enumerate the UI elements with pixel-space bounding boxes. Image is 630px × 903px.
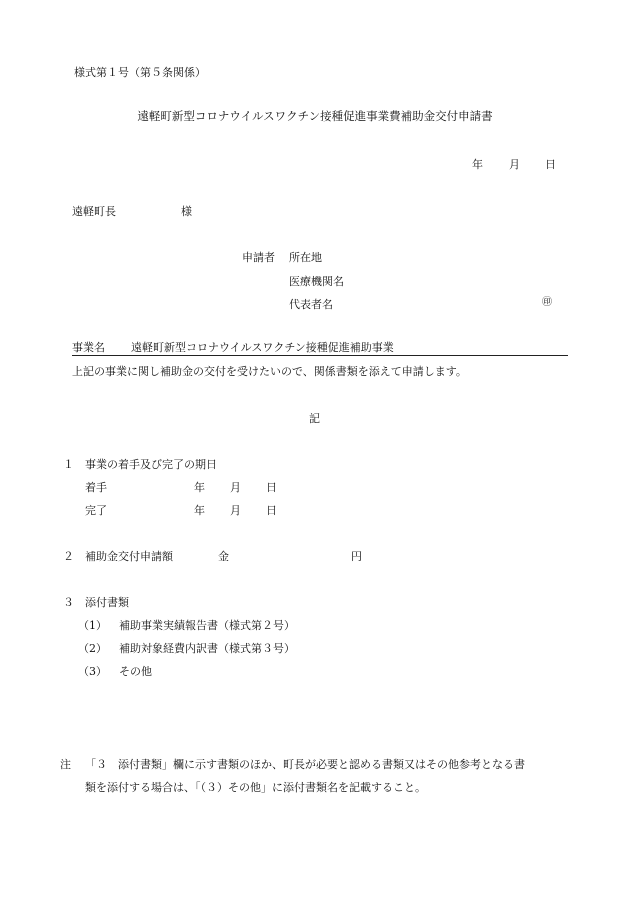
- project-name-label: 事業名: [72, 341, 105, 354]
- attachment-item-text: 補助事業実績報告書（様式第２号）: [119, 619, 295, 632]
- address-label: 所在地: [289, 251, 322, 264]
- completion-date-label: 完了: [85, 504, 107, 517]
- note-line-2: 類を添付する場合は、「（３）その他」に添付書類名を記載すること。: [85, 781, 426, 794]
- section-3-number: ３: [63, 596, 74, 609]
- completion-year-label: 年: [194, 504, 205, 517]
- amount-prefix: 金: [218, 550, 229, 563]
- completion-month-label: 月: [230, 504, 241, 517]
- document-title: 遠軽町新型コロナウイルスワクチン接種促進事業費補助金交付申請書: [137, 109, 493, 123]
- addressee-name: 遠軽町長: [72, 205, 116, 218]
- request-statement: 上記の事業に関し補助金の交付を受けたいので、関係書類を添えて申請します。: [72, 365, 467, 378]
- section-1-number: １: [63, 458, 74, 471]
- start-date-label: 着手: [85, 481, 107, 494]
- start-day-label: 日: [266, 481, 277, 494]
- attachment-item-number: （3）: [78, 665, 107, 678]
- section-2-number: ２: [63, 550, 74, 563]
- section-3-title: 添付書類: [85, 596, 129, 609]
- representative-label: 代表者名: [289, 298, 333, 311]
- applicant-label: 申請者: [242, 251, 275, 264]
- project-name-value: 遠軽町新型コロナウイルスワクチン接種促進補助事業: [131, 341, 394, 354]
- note-line-1: 「３ 添付書類」欄に示す書類のほか、町長が必要と認める書類又はその他参考となる書: [85, 758, 525, 771]
- attachment-item-number: （2）: [78, 642, 107, 655]
- section-2-title: 補助金交付申請額: [85, 550, 173, 563]
- note-label: 注: [60, 758, 71, 771]
- ki-heading: 記: [309, 412, 320, 425]
- start-month-label: 月: [230, 481, 241, 494]
- form-number: 様式第１号（第５条関係）: [74, 66, 206, 79]
- start-year-label: 年: [194, 481, 205, 494]
- completion-day-label: 日: [266, 504, 277, 517]
- attachment-item-text: その他: [119, 665, 152, 678]
- date-month-label: 月: [509, 158, 520, 171]
- date-year-label: 年: [472, 158, 483, 171]
- addressee-honorific: 様: [181, 205, 192, 218]
- section-1-title: 事業の着手及び完了の期日: [85, 458, 217, 471]
- attachment-item-text: 補助対象経費内訳書（様式第３号）: [119, 642, 295, 655]
- clinic-name-label: 医療機関名: [289, 275, 344, 288]
- date-day-label: 日: [545, 158, 556, 171]
- seal-mark: ㊞: [542, 297, 552, 308]
- project-name-row: [72, 342, 568, 356]
- amount-unit: 円: [351, 550, 362, 563]
- attachment-item-number: （1）: [78, 619, 107, 632]
